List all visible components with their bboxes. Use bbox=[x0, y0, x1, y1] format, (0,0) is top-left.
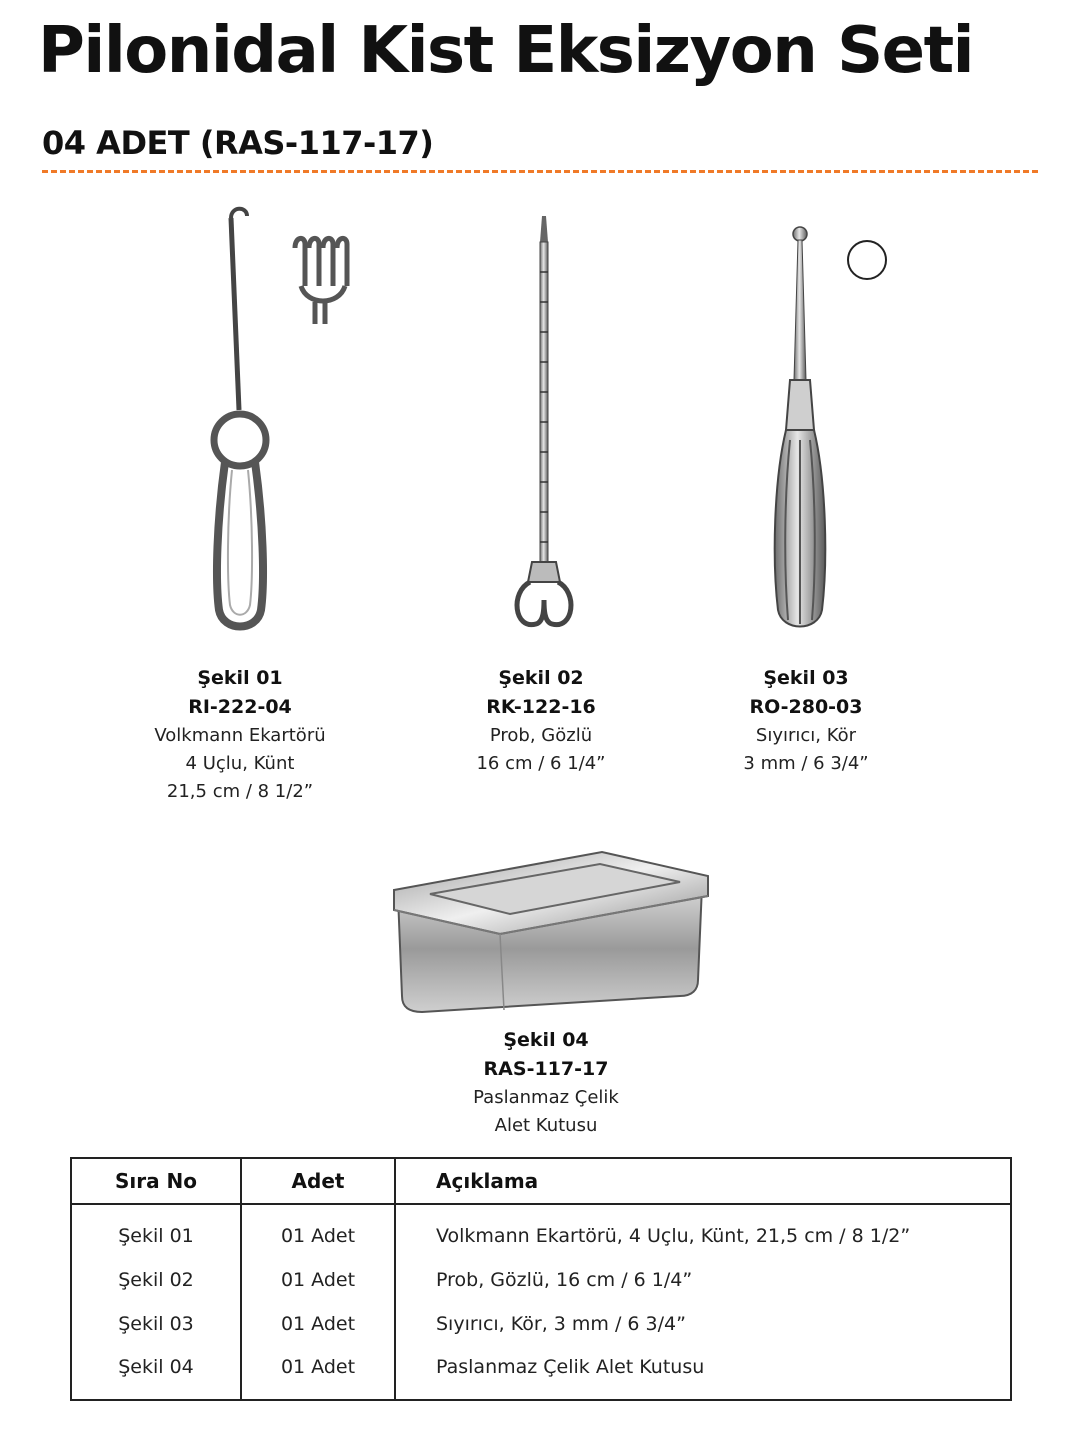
figure-description: 21,5 cm / 8 1/2” bbox=[166, 781, 314, 802]
table-header-row bbox=[71, 1158, 1011, 1204]
figure-01-caption bbox=[100, 664, 380, 806]
figure-description: Prob, Gözlü bbox=[489, 725, 593, 746]
row-description: Volkmann Ekartörü, 4 Uçlu, Künt, 21,5 cm / 8 1/2” bbox=[436, 1225, 911, 1248]
figure-label: Şekil 03 bbox=[763, 667, 849, 689]
figure-description: 3 mm / 6 3/4” bbox=[743, 753, 869, 774]
row-quantity: 01 Adet bbox=[241, 1258, 395, 1302]
figure-03-caption bbox=[666, 664, 946, 778]
row-quantity: 01 Adet bbox=[241, 1204, 395, 1258]
probe-icon bbox=[500, 212, 590, 636]
column-header: Açıklama bbox=[395, 1158, 1011, 1204]
figure-02-caption bbox=[401, 664, 681, 778]
table-row bbox=[71, 1346, 1011, 1400]
figure-label: Şekil 02 bbox=[498, 667, 584, 689]
figure-code: RI-222-04 bbox=[188, 696, 292, 718]
page-title: Pilonidal Kist Eksizyon Seti bbox=[38, 14, 974, 88]
contents-table bbox=[70, 1157, 1012, 1401]
row-description: Sıyırıcı, Kör, 3 mm / 6 3/4” bbox=[436, 1312, 686, 1335]
figure-description: 16 cm / 6 1/4” bbox=[476, 753, 606, 774]
figure-description: 4 Uçlu, Künt bbox=[185, 753, 295, 774]
figure-label: Şekil 01 bbox=[197, 667, 283, 689]
figure-description: Alet Kutusu bbox=[494, 1115, 598, 1136]
column-header: Adet bbox=[241, 1158, 395, 1204]
figure-description: Paslanmaz Çelik bbox=[473, 1087, 619, 1108]
volkmann-retractor-icon bbox=[195, 200, 375, 640]
figure-description: Volkmann Ekartörü bbox=[154, 725, 326, 746]
set-subtitle: 04 ADET (RAS-117-17) bbox=[42, 124, 434, 162]
row-number: Şekil 02 bbox=[71, 1258, 241, 1302]
figure-label: Şekil 04 bbox=[503, 1029, 589, 1051]
row-number: Şekil 03 bbox=[71, 1302, 241, 1346]
row-quantity: 01 Adet bbox=[241, 1302, 395, 1346]
blunt-elevator-icon bbox=[760, 220, 900, 636]
figure-code: RK-122-16 bbox=[486, 696, 596, 718]
table-row bbox=[71, 1302, 1011, 1346]
row-description: Prob, Gözlü, 16 cm / 6 1/4” bbox=[436, 1269, 693, 1292]
row-number: Şekil 04 bbox=[71, 1346, 241, 1400]
figure-code: RAS-117-17 bbox=[483, 1058, 609, 1080]
table-row bbox=[71, 1204, 1011, 1258]
column-header: Sıra No bbox=[71, 1158, 241, 1204]
row-quantity: 01 Adet bbox=[241, 1346, 395, 1400]
instrument-box-icon bbox=[390, 846, 714, 1018]
row-number: Şekil 01 bbox=[71, 1204, 241, 1258]
figure-description: Sıyırıcı, Kör bbox=[755, 725, 857, 746]
figure-04-caption bbox=[406, 1026, 686, 1140]
dashed-divider bbox=[42, 170, 1038, 173]
table-row bbox=[71, 1258, 1011, 1302]
figure-code: RO-280-03 bbox=[749, 696, 863, 718]
row-description: Paslanmaz Çelik Alet Kutusu bbox=[436, 1355, 705, 1378]
